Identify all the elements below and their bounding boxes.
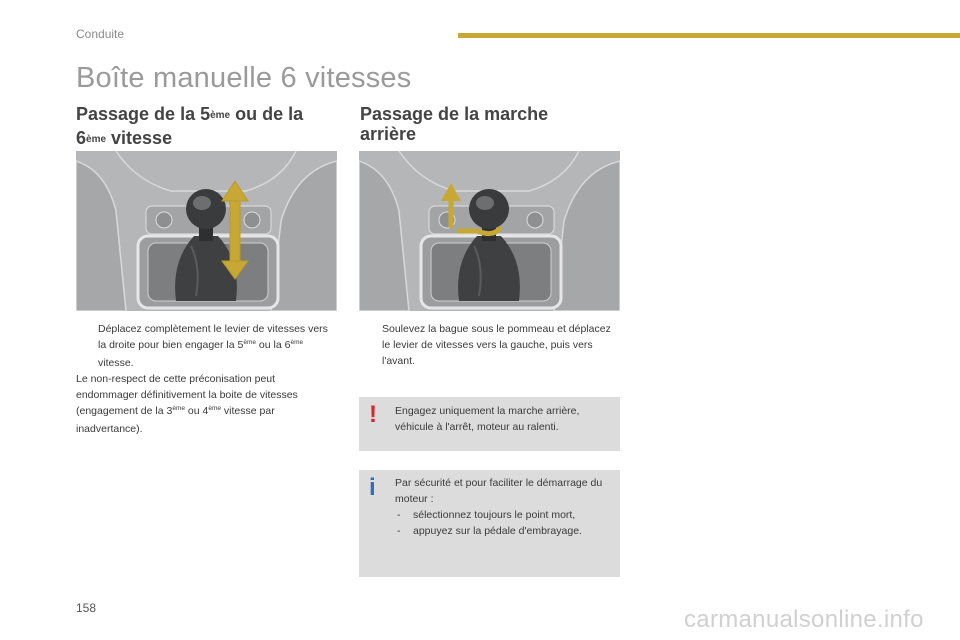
info-note bbox=[359, 470, 620, 577]
list-item: - sélectionnez toujours le point mort, bbox=[397, 509, 576, 521]
heading-reverse-gear: Passage de la marche arrière bbox=[360, 104, 549, 144]
gear-lever-icon bbox=[76, 151, 337, 311]
list-item: - appuyez sur la pédale d'embrayage. bbox=[397, 525, 582, 537]
bullet-reverse: Soulevez la bague sous le pommeau et déplacez le levier de vitesses vers la gauche, puis vers l'avant. bbox=[382, 323, 611, 367]
section-label: Conduite bbox=[76, 27, 125, 41]
watermark: carmanualsonline.info bbox=[684, 606, 924, 633]
page-title: Boîte manuelle 6 vitesses bbox=[76, 62, 412, 94]
warning-exclamation-icon: ! bbox=[369, 401, 377, 428]
left-caution-paragraph: Le non-respect de cette préconisation peut endommager définitivement la boite de vitesses (engagement de la 3ème ou 4ème vitesse par inadvertance). bbox=[76, 373, 298, 435]
info-intro: Par sécurité et pour faciliter le démarrage du moteur : bbox=[395, 477, 603, 505]
info-icon: i bbox=[369, 474, 376, 501]
gear-lever-right-illustration bbox=[76, 151, 337, 311]
heading-5th-6th-gear: Passage de la 5ème ou de la 6ème vitesse bbox=[76, 104, 304, 148]
right-instructions bbox=[360, 321, 620, 369]
left-instructions bbox=[76, 321, 338, 437]
warning-note bbox=[359, 397, 620, 451]
page-number: 158 bbox=[76, 601, 97, 615]
gear-lever-reverse-icon bbox=[359, 151, 620, 311]
gear-lever-reverse-illustration bbox=[359, 151, 620, 311]
header-accent-rule bbox=[458, 33, 960, 38]
info-text bbox=[395, 475, 612, 539]
bullet-5th-6th: Déplacez complètement le levier de vitesses vers la droite pour bien engager la 5ème ou la 6ème vitesse. bbox=[98, 323, 328, 369]
warning-text: Engagez uniquement la marche arrière, véhicule à l'arrêt, moteur au ralenti. bbox=[395, 405, 580, 433]
